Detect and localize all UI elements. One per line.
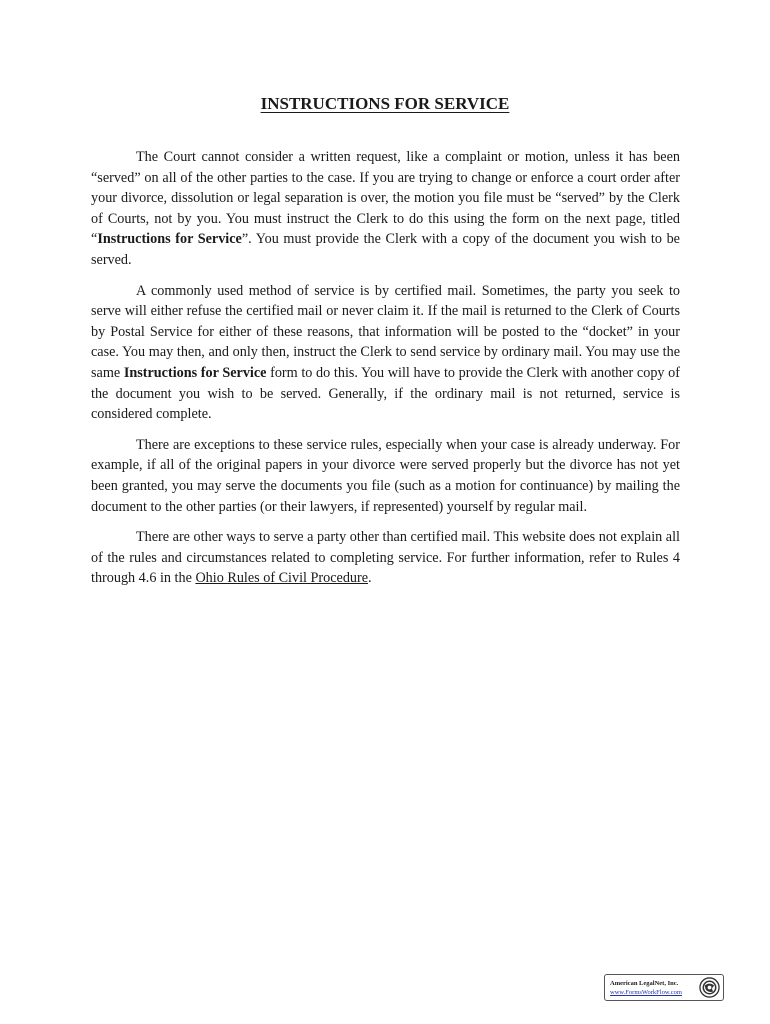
paragraph-text: .: [368, 570, 372, 587]
paragraph-certified-mail: [91, 281, 680, 425]
page-title: [0, 94, 770, 114]
document-body: [91, 147, 680, 599]
paragraph-text: ”. You must provide the Clerk with a copy of the document you wish to be served.: [91, 231, 680, 268]
paragraph-text: form to do this. You will have to provide the Clerk with another copy of the document you wish to be served. Generally, if the ordinary mail is not returned, service is considered complete.: [91, 364, 680, 423]
paragraph-other-ways: [91, 527, 680, 589]
ohio-rules-link[interactable]: Ohio Rules of Civil Procedure: [195, 570, 369, 587]
footer-url-link[interactable]: www.FormsWorkFlow.com: [610, 989, 682, 996]
footer-company-name: American LegalNet, Inc.: [610, 980, 679, 987]
paragraph-exceptions: [91, 435, 680, 517]
paragraph-text: There are exceptions to these service rules, especially when your case is already underway. For example, if all of the original papers in your divorce were served properly but the divorce has not yet been granted, you may serve the documents you file (such as a motion for continuance) by mailing the document to the other parties (or their lawyers, if represented) yourself by regular mail.: [91, 436, 680, 515]
footer-logo: [604, 974, 724, 1001]
paragraph-text: There are other ways to serve a party other than certified mail. This website does not explain all of the rules and circumstances related to completing service. For further information, refer to Rules 4 through 4.6 in the: [91, 529, 680, 587]
paragraph-text: The Court cannot consider a written request, like a complaint or motion, unless it has been “served” on all of the other parties to the case. If you are trying to change or enforce a court order after your divorce, dissolution or legal separation is over, the motion you file must be “served” by the Clerk of Courts, not by you. You must instruct the Clerk to do this using the form on the next page, titled “: [91, 149, 680, 248]
page-title-text: INSTRUCTIONS FOR SERVICE: [260, 94, 510, 113]
paragraph-text: A commonly used method of service is by certified mail. Sometimes, the party you seek to serve will either refuse the certified mail or never claim it. If the mail is returned to the Clerk of Courts by Postal Service for either of these reasons, that information will be posted to the “docket” in your case. You may then, and only then, instruct the Clerk to send service by ordinary mail. You may use the same: [91, 282, 680, 381]
paragraph-service-requirement: [91, 147, 680, 271]
globe-seal-icon: [699, 977, 720, 998]
form-name-bold: Instructions for Service: [123, 364, 267, 381]
form-name-bold: Instructions for Service: [97, 231, 242, 248]
